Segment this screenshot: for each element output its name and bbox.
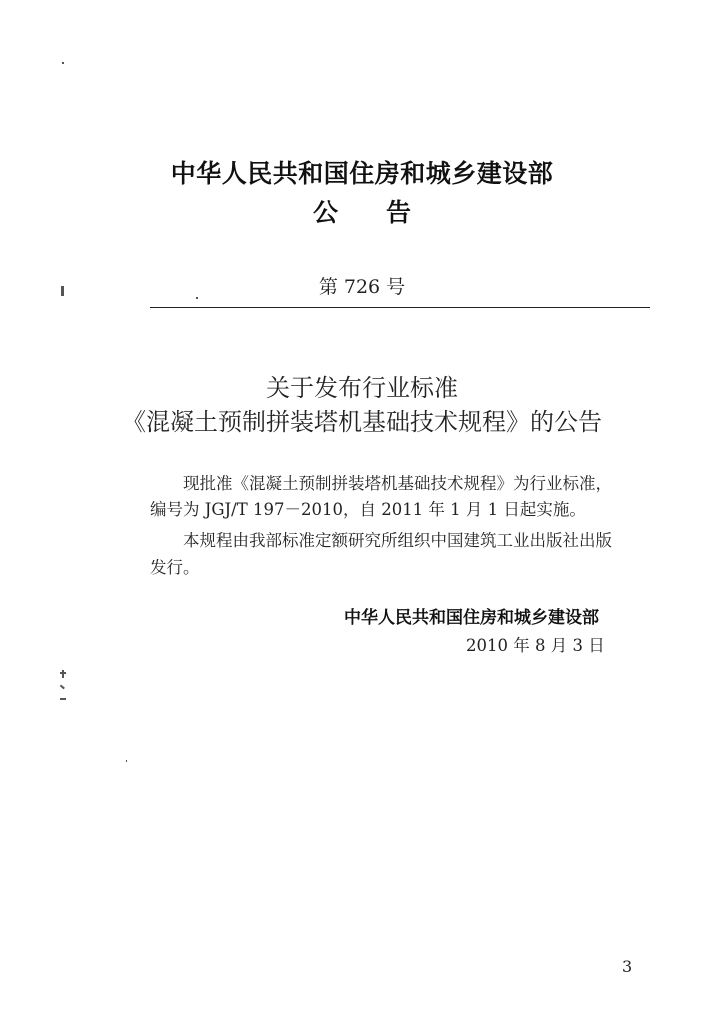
- subject-title-line2: 《混凝土预制拼装塔机基础技术规程》的公告: [122, 408, 602, 436]
- document-type-title: 公告: [312, 198, 459, 227]
- body-paragraph-1-line-2: 编号为 JGJ/T 197－2010，自 2011 年 1 月 1 日起实施。: [150, 500, 586, 519]
- scan-speck: [196, 297, 198, 299]
- scan-speck: [62, 62, 64, 64]
- body-paragraph-1-line-1: 现批准《混凝土预制拼装塔机基础技术规程》为行业标准，: [183, 474, 612, 493]
- body-paragraph-2-line-1: 本规程由我部标准定额研究所组织中国建筑工业出版社出版: [183, 531, 612, 550]
- issuer-heading: 中华人民共和国住房和城乡建设部: [170, 159, 554, 188]
- scan-speck: [60, 698, 66, 700]
- scan-speck: [62, 670, 64, 678]
- page-number: 3: [622, 957, 633, 976]
- announcement-number: 第 726 号: [318, 276, 406, 298]
- scan-speck: [60, 685, 65, 689]
- signatory: 中华人民共和国住房和城乡建设部: [344, 608, 599, 628]
- body-paragraph-2-line-2: 发行。: [150, 558, 200, 577]
- scan-speck: [126, 760, 127, 762]
- subject-title-line1: 关于发布行业标准: [266, 374, 458, 402]
- signature-date: 2010 年 8 月 3 日: [466, 636, 605, 655]
- header-divider: [150, 307, 650, 308]
- scan-speck: [61, 286, 64, 296]
